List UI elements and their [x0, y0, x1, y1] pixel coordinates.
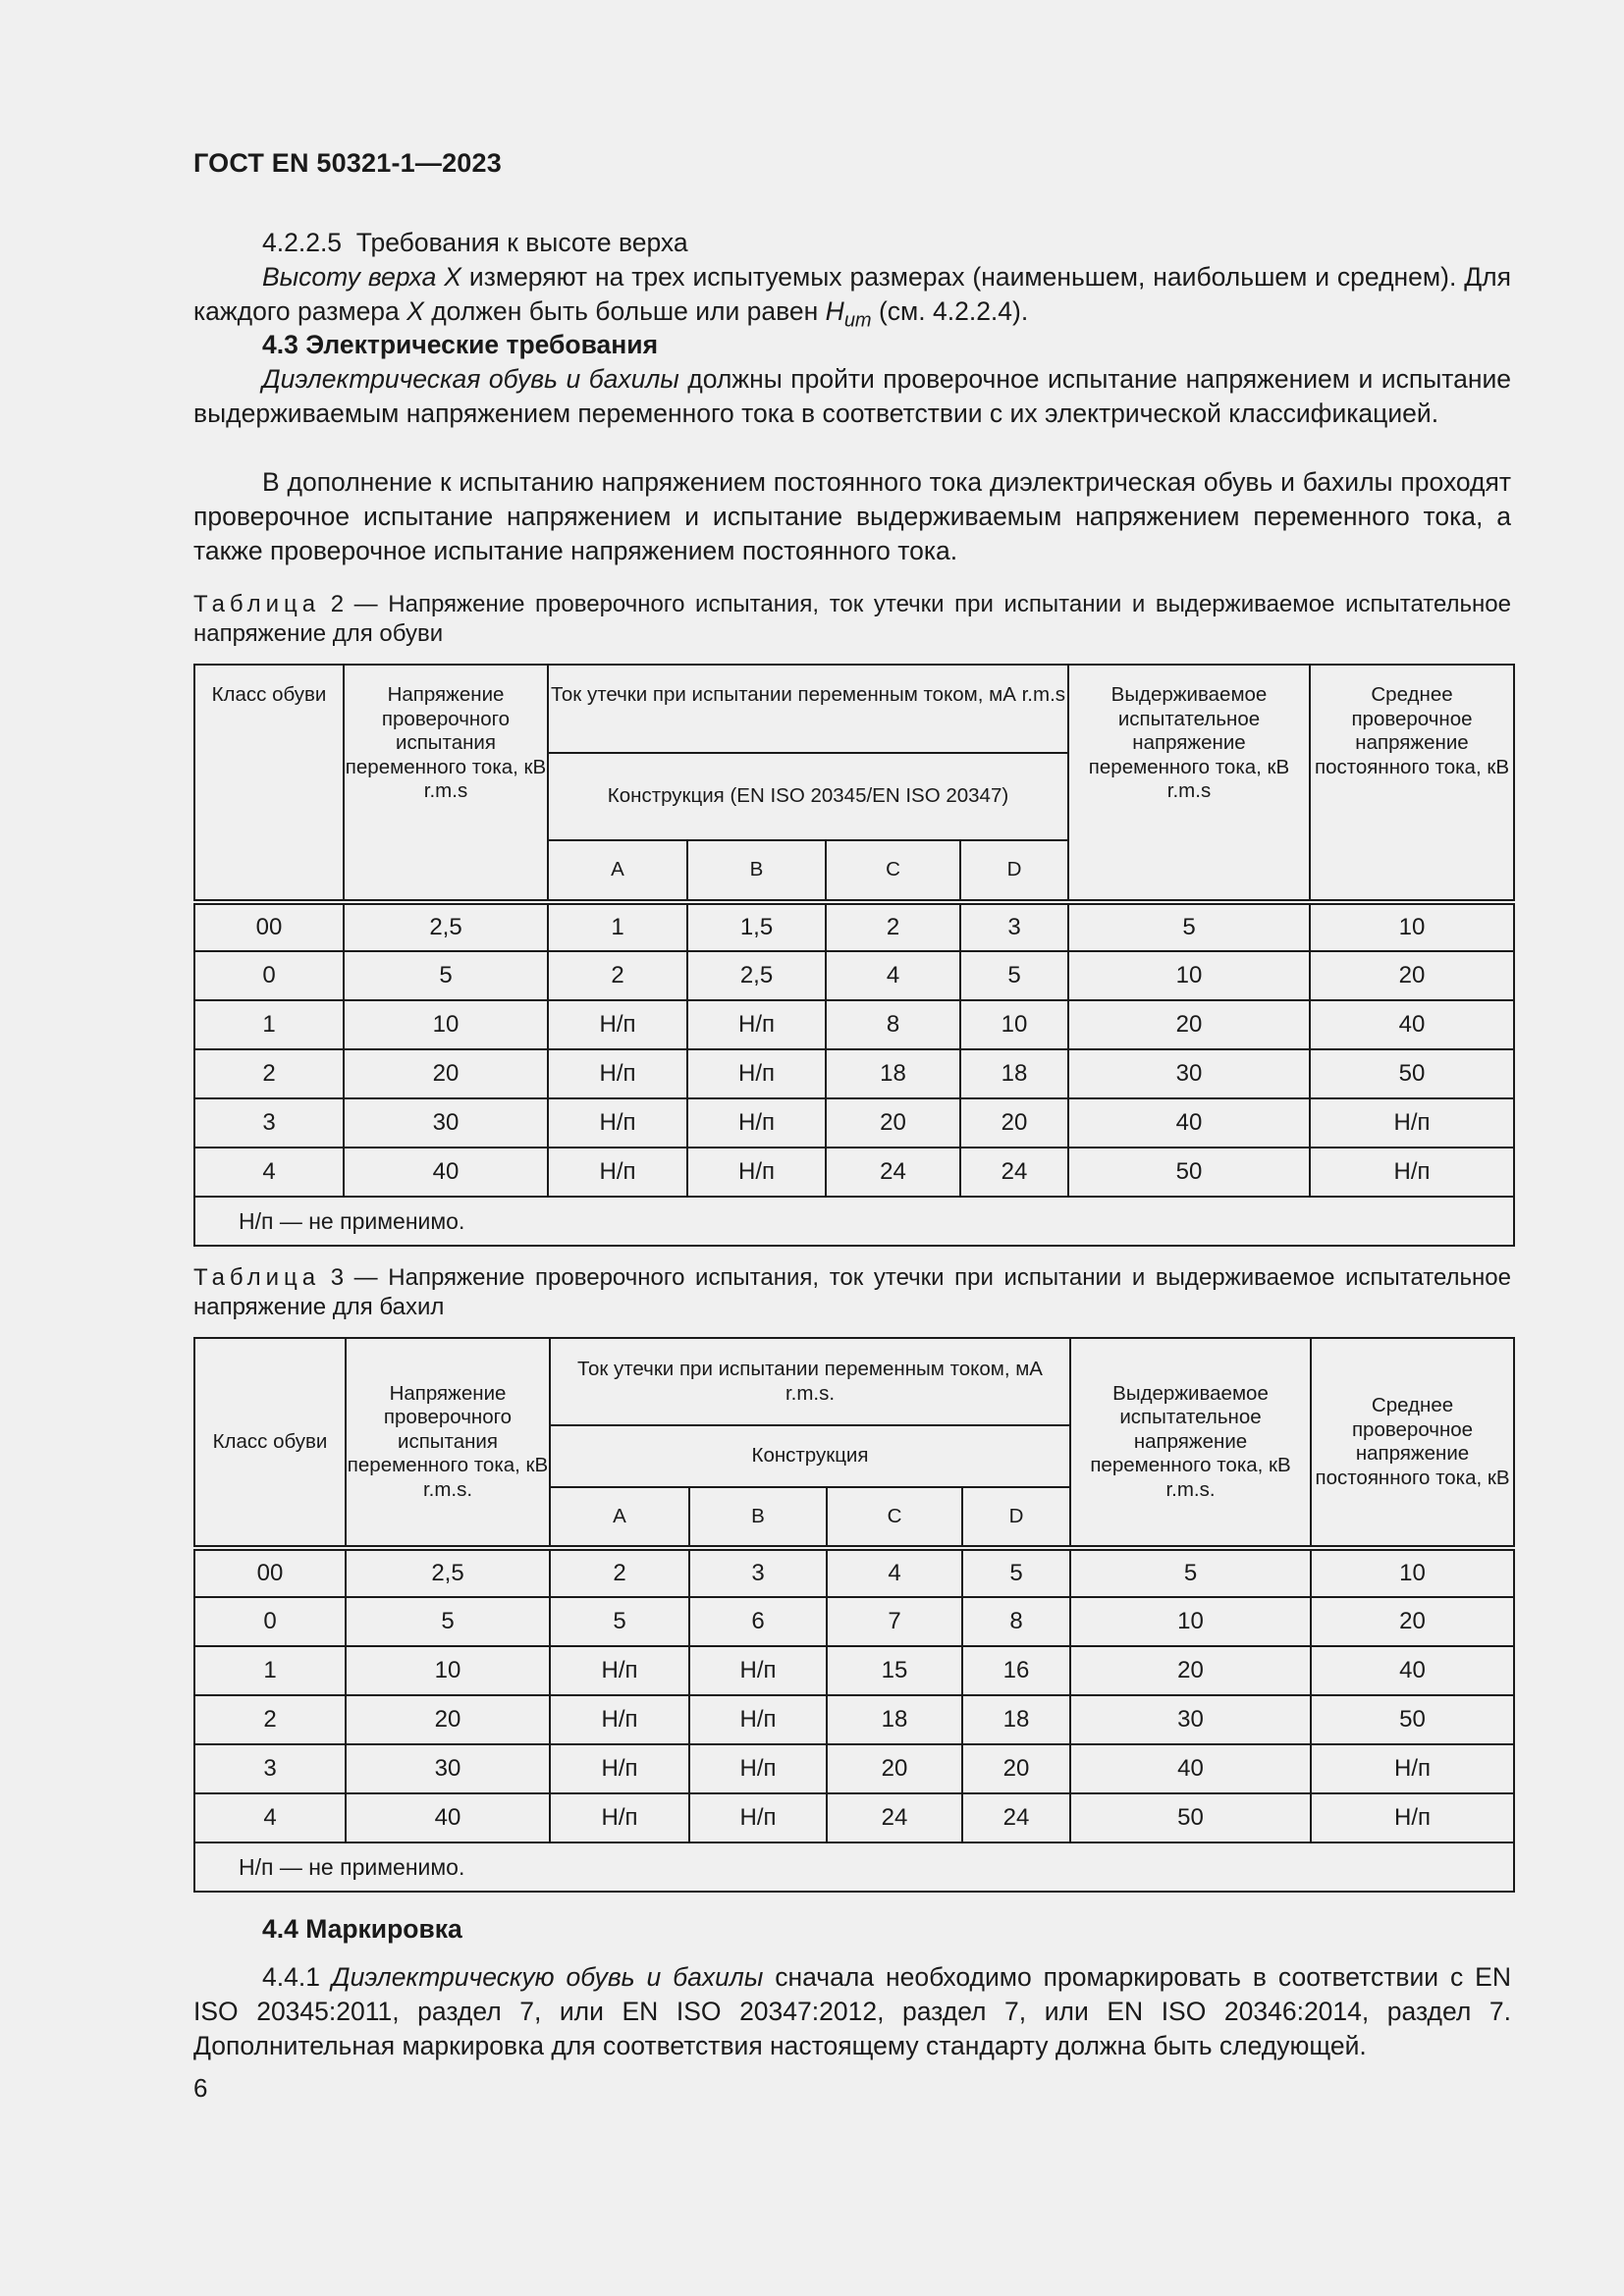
table-cell: 10 — [960, 1000, 1068, 1049]
table-cell: 20 — [827, 1744, 962, 1793]
table-cell: 4 — [827, 1548, 962, 1597]
table-cell: 20 — [344, 1049, 548, 1098]
header-class: Класс обуви — [194, 1338, 346, 1548]
header-dc-voltage: Среднее проверочное напряжение постоянного тока, кВ — [1311, 1338, 1514, 1548]
table-row — [194, 1000, 1514, 1049]
table-cell: Н/п — [1311, 1744, 1514, 1793]
table-cell: 18 — [826, 1049, 960, 1098]
table-cell: 30 — [1068, 1049, 1310, 1098]
symbol-h: H — [825, 296, 844, 326]
header-construction-c: C — [827, 1487, 962, 1548]
table-cell: 8 — [826, 1000, 960, 1049]
table-cell: 1 — [194, 1000, 344, 1049]
paragraph-dc-addition: В дополнение к испытанию напряжением постоянного тока диэлектрическая обувь и бахилы проходят проверочное испытание напряжением и испытание выдерживаемым напряжением переменного тока, а также проверочное испытание напряжением постоянного тока. — [193, 467, 1511, 565]
table-row — [194, 1548, 1514, 1597]
table-row — [194, 902, 1514, 951]
table-cell: 1,5 — [687, 902, 826, 951]
table-cell: 20 — [346, 1695, 550, 1744]
table-cell: 30 — [1070, 1695, 1311, 1744]
table-cell: Н/п — [1310, 1098, 1514, 1148]
table-cell: 10 — [1070, 1597, 1311, 1646]
header-dc-voltage: Среднее проверочное напряжение постоянного тока, кВ — [1310, 665, 1514, 902]
table-cell: 5 — [962, 1548, 1070, 1597]
table-cell: 20 — [1070, 1646, 1311, 1695]
table-cell: Н/п — [689, 1793, 827, 1842]
clause-title: Требования к высоте верха — [355, 228, 688, 257]
header-leakage-current: Ток утечки при испытании переменным током, мА r.m.s — [548, 665, 1068, 753]
table-cell: 4 — [826, 951, 960, 1000]
table-cell: 3 — [960, 902, 1068, 951]
table-cell: Н/п — [689, 1744, 827, 1793]
table-cell: 10 — [1310, 902, 1514, 951]
table-cell: 10 — [1311, 1548, 1514, 1597]
table-cell: 7 — [827, 1597, 962, 1646]
table-cell: 4 — [194, 1148, 344, 1197]
table-cell: 00 — [194, 1548, 346, 1597]
table-label: Таблица — [193, 1264, 321, 1291]
text-run: измеряют на трех испытуемых размерах (наименьшем, наибольшем и среднем). Для каждого размера — [193, 262, 1511, 326]
section-4-4-heading: 4.4 Маркировка — [262, 1914, 462, 1944]
table-cell: 0 — [194, 951, 344, 1000]
table-cell: 5 — [1070, 1548, 1311, 1597]
table-cell: 2 — [548, 951, 687, 1000]
table-cell: Н/п — [548, 1148, 687, 1197]
header-construction: Конструкция — [550, 1425, 1070, 1487]
table-cell: 40 — [1311, 1646, 1514, 1695]
table-cell: Н/п — [1311, 1793, 1514, 1842]
table-cell: 24 — [826, 1148, 960, 1197]
table-cell: 5 — [550, 1597, 689, 1646]
paragraph-upper-height — [193, 260, 1511, 338]
table-cell: 5 — [346, 1597, 550, 1646]
table-cell: 5 — [960, 951, 1068, 1000]
paragraph-electrical-requirements — [193, 362, 1511, 431]
header-construction-d: D — [962, 1487, 1070, 1548]
table-cell: 40 — [346, 1793, 550, 1842]
header-construction: Конструкция (EN ISO 20345/EN ISO 20347) — [548, 753, 1068, 840]
table-cell: 0 — [194, 1597, 346, 1646]
table-cell: 2 — [826, 902, 960, 951]
table-cell: 4 — [194, 1793, 346, 1842]
table-cell: Н/п — [550, 1793, 689, 1842]
table-cell: 20 — [1310, 951, 1514, 1000]
table-3-note: Н/п — не применимо. — [194, 1842, 1514, 1892]
table-cell: Н/п — [1310, 1148, 1514, 1197]
table-cell: 1 — [194, 1646, 346, 1695]
table-cell: 50 — [1311, 1695, 1514, 1744]
section-4-3-heading: 4.3 Электрические требования — [262, 330, 659, 359]
term-italic: Диэлектрическая обувь и бахилы — [262, 364, 679, 394]
term-italic: Диэлектрическую обувь и бахилы — [331, 1962, 764, 1992]
table-row — [194, 1695, 1514, 1744]
table-cell: 3 — [194, 1098, 344, 1148]
table-cell: 20 — [1311, 1597, 1514, 1646]
term-italic: Высоту верха X — [262, 262, 461, 292]
clause-number: 4.2.2.5 — [262, 228, 343, 257]
table-2 — [193, 664, 1515, 1247]
table-cell: Н/п — [548, 1098, 687, 1148]
table-cell: 2 — [550, 1548, 689, 1597]
table-row — [194, 1597, 1514, 1646]
table-cell: 24 — [827, 1793, 962, 1842]
text-run: должны пройти проверочное испытание напряжением и испытание выдерживаемым напряжением переменного тока в соответствии с их электрической классификацией. — [193, 364, 1511, 428]
table-row — [194, 1098, 1514, 1148]
table-3 — [193, 1337, 1515, 1893]
table-cell: 5 — [1068, 902, 1310, 951]
table-cell: 3 — [194, 1744, 346, 1793]
table-cell: 20 — [1068, 1000, 1310, 1049]
table-cell: 20 — [960, 1098, 1068, 1148]
table-cell: Н/п — [687, 1000, 826, 1049]
table-cell: 10 — [344, 1000, 548, 1049]
table-row — [194, 951, 1514, 1000]
table-cell: 2,5 — [687, 951, 826, 1000]
table-cell: 5 — [344, 951, 548, 1000]
table-cell: 30 — [344, 1098, 548, 1148]
symbol-h-subscript: um — [843, 309, 872, 332]
table-cell: Н/п — [689, 1695, 827, 1744]
clause-number: 4.4.1 — [262, 1962, 320, 1992]
table-cell: 18 — [962, 1695, 1070, 1744]
table-cell: 2 — [194, 1695, 346, 1744]
table-cell: 20 — [962, 1744, 1070, 1793]
document-header: ГОСТ EN 50321-1—2023 — [193, 148, 502, 178]
table-cell: 50 — [1070, 1793, 1311, 1842]
table-row — [194, 1646, 1514, 1695]
table-cell: 1 — [548, 902, 687, 951]
header-leakage-current: Ток утечки при испытании переменным током, мА r.m.s. — [550, 1338, 1070, 1425]
header-construction-a: A — [548, 840, 687, 902]
table-3-caption — [193, 1263, 1511, 1322]
table-cell: 3 — [689, 1548, 827, 1597]
table-cell: Н/п — [548, 1000, 687, 1049]
table-cell: 18 — [960, 1049, 1068, 1098]
term-italic: X — [406, 296, 424, 326]
caption-text: 2 — Напряжение проверочного испытания, ток утечки при испытании и выдерживаемое испытательное напряжение для обуви — [193, 591, 1511, 647]
table-row — [194, 1793, 1514, 1842]
table-cell: 24 — [962, 1793, 1070, 1842]
page-number: 6 — [193, 2073, 208, 2103]
table-cell: Н/п — [687, 1049, 826, 1098]
header-withstand-voltage: Выдерживаемое испытательное напряжение переменного тока, кВ r.m.s. — [1070, 1338, 1311, 1548]
caption-text: 3 — Напряжение проверочного испытания, ток утечки при испытании и выдерживаемое испытательное напряжение для бахил — [193, 1264, 1511, 1320]
table-cell: 24 — [960, 1148, 1068, 1197]
text-run: должен быть больше или равен — [423, 296, 826, 326]
clause-4-2-2-5-title — [193, 226, 1511, 260]
table-cell: 2 — [194, 1049, 344, 1098]
table-cell: 10 — [346, 1646, 550, 1695]
text-run: сначала необходимо промаркировать в соответствии с EN ISO 20345:2011, раздел 7, или EN ISO 20347:2012, раздел 7, или EN ISO 20346:2014, раздел 7. Дополнительная маркировка для соответствия настоящему стандарту должна быть следующей. — [193, 1962, 1511, 2060]
table-row — [194, 1744, 1514, 1793]
header-proof-voltage: Напряжение проверочного испытания переменного тока, кВ r.m.s. — [346, 1338, 550, 1548]
table-2-note: Н/п — не применимо. — [194, 1197, 1514, 1246]
table-cell: 2,5 — [346, 1548, 550, 1597]
table-cell: 15 — [827, 1646, 962, 1695]
table-cell: 2,5 — [344, 902, 548, 951]
table-label: Таблица — [193, 591, 321, 617]
header-proof-voltage: Напряжение проверочного испытания переменного тока, кВ r.m.s — [344, 665, 548, 902]
table-cell: Н/п — [548, 1049, 687, 1098]
table-cell: 50 — [1310, 1049, 1514, 1098]
table-cell: Н/п — [687, 1098, 826, 1148]
table-cell: 50 — [1068, 1148, 1310, 1197]
table-cell: Н/п — [687, 1148, 826, 1197]
paragraph-marking — [193, 1960, 1511, 2063]
header-withstand-voltage: Выдерживаемое испытательное напряжение переменного тока, кВ r.m.s — [1068, 665, 1310, 902]
table-cell: 40 — [1068, 1098, 1310, 1148]
table-cell: 40 — [344, 1148, 548, 1197]
table-cell: 8 — [962, 1597, 1070, 1646]
header-construction-b: B — [689, 1487, 827, 1548]
header-class: Класс обуви — [194, 665, 344, 902]
header-construction-d: D — [960, 840, 1068, 902]
table-cell: Н/п — [550, 1695, 689, 1744]
header-construction-b: B — [687, 840, 826, 902]
table-cell: 40 — [1070, 1744, 1311, 1793]
table-cell: 18 — [827, 1695, 962, 1744]
table-cell: Н/п — [550, 1744, 689, 1793]
table-cell: 20 — [826, 1098, 960, 1148]
table-cell: 10 — [1068, 951, 1310, 1000]
header-construction-c: C — [826, 840, 960, 902]
text-run: (см. 4.2.2.4). — [871, 296, 1029, 326]
table-row — [194, 1148, 1514, 1197]
table-cell: 00 — [194, 902, 344, 951]
table-cell: Н/п — [689, 1646, 827, 1695]
table-cell: 40 — [1310, 1000, 1514, 1049]
table-cell: 30 — [346, 1744, 550, 1793]
header-construction-a: A — [550, 1487, 689, 1548]
table-row — [194, 1049, 1514, 1098]
table-cell: Н/п — [550, 1646, 689, 1695]
table-2-caption — [193, 590, 1511, 649]
table-cell: 16 — [962, 1646, 1070, 1695]
table-cell: 6 — [689, 1597, 827, 1646]
